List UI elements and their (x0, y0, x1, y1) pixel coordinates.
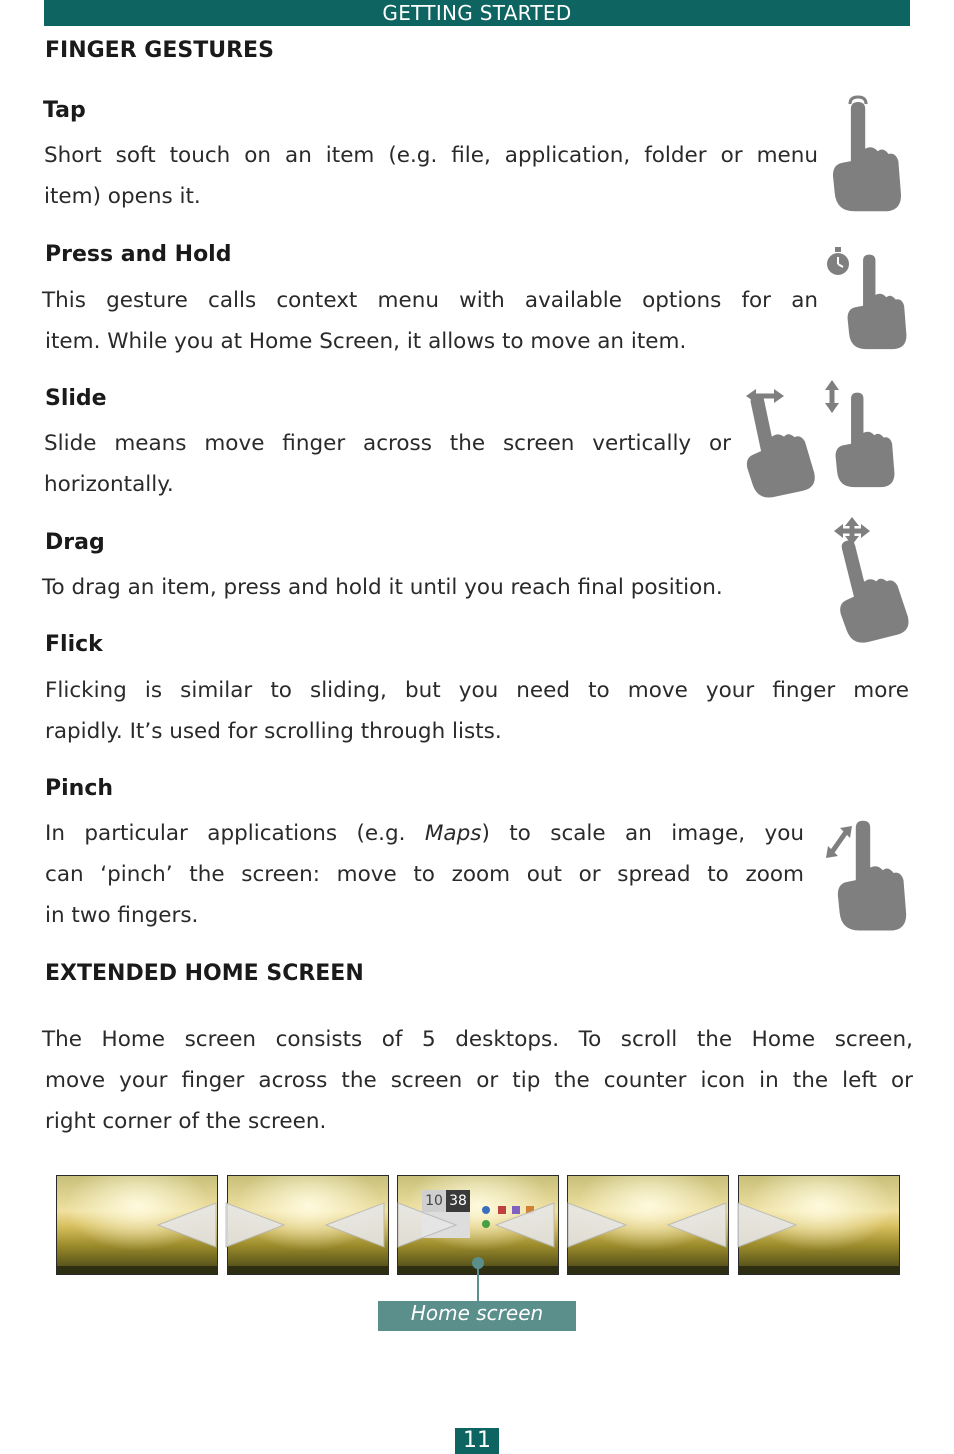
drag-title: Drag (45, 530, 105, 555)
slide-gesture-icon (732, 378, 910, 500)
arrow-right-2 (398, 1203, 456, 1247)
press-hold-gesture-icon (822, 240, 910, 362)
arrow-right-3 (568, 1203, 626, 1247)
flick-line-2: rapidly. It’s used for scrolling through lists. (45, 719, 502, 744)
extended-home-line-1: The Home screen consists of 5 desktops. To scroll the Home screen, (42, 1027, 913, 1052)
home-screen-caption: Home screen (378, 1301, 576, 1331)
arrow-left-4 (668, 1203, 726, 1247)
clock-minute: 38 (449, 1193, 467, 1209)
vertical-arrows-icon (825, 380, 839, 413)
slide-title: Slide (45, 386, 107, 411)
arrow-right-1 (226, 1203, 284, 1247)
page-number: 11 (455, 1428, 499, 1454)
drag-description (42, 567, 818, 608)
press-hold-title: Press and Hold (45, 242, 232, 267)
arrow-left-3 (496, 1203, 554, 1247)
extended-home-line-3: right corner of the screen. (45, 1109, 327, 1134)
section-header: GETTING STARTED (44, 0, 910, 26)
tap-line-1: Short soft touch on an item (e.g. file, application, folder or menu (44, 143, 818, 168)
pinch-description (45, 813, 804, 936)
finger-gestures-heading: FINGER GESTURES (45, 38, 274, 63)
pinch-line-1-start: In particular applications (e.g. (45, 821, 425, 846)
tap-gesture-icon (824, 94, 910, 216)
tap-description (44, 135, 818, 217)
slide-line-1: Slide means move finger across the screen vertically or (44, 431, 731, 456)
arrow-left-1 (158, 1203, 216, 1247)
press-hold-description (42, 280, 818, 362)
pinch-line-3: in two fingers. (45, 903, 199, 928)
drag-gesture-icon (820, 515, 910, 647)
press-hold-line-2: item. While you at Home Screen, it allows to move an item. (45, 329, 687, 354)
extended-home-description (42, 1019, 913, 1142)
flick-title: Flick (45, 632, 103, 657)
pinch-line-2: can ‘pinch’ the screen: move to zoom out or spread to zoom (45, 862, 804, 887)
pinch-gesture-icon (820, 814, 910, 938)
slide-description (44, 423, 731, 505)
arrow-left-2 (326, 1203, 384, 1247)
extended-home-heading: EXTENDED HOME SCREEN (45, 961, 364, 986)
flick-description (45, 670, 909, 752)
extended-home-line-2: move your finger across the screen or tip the counter icon in the left or (45, 1068, 913, 1093)
tap-line-2: item) opens it. (44, 184, 201, 209)
slide-line-2: horizontally. (44, 472, 174, 497)
clock-hour: 10 (425, 1193, 443, 1209)
drag-line-1: To drag an item, press and hold it until you reach final position. (42, 575, 723, 600)
move-arrows-icon (834, 517, 870, 545)
pinch-title: Pinch (45, 776, 114, 801)
pinch-line-1-end: ) to scale an image, you (481, 821, 804, 846)
pinch-line-1 (45, 813, 804, 854)
press-hold-line-1: This gesture calls context menu with available options for an (42, 288, 818, 313)
maps-app-name: Maps (424, 821, 482, 846)
arrow-right-4 (738, 1203, 796, 1247)
flick-line-1: Flicking is similar to sliding, but you need to move your finger more (45, 678, 909, 703)
tap-title: Tap (43, 98, 86, 123)
home-screen-pointer (470, 1255, 486, 1303)
diagonal-arrows-icon (826, 826, 852, 858)
timer-icon (827, 247, 849, 275)
